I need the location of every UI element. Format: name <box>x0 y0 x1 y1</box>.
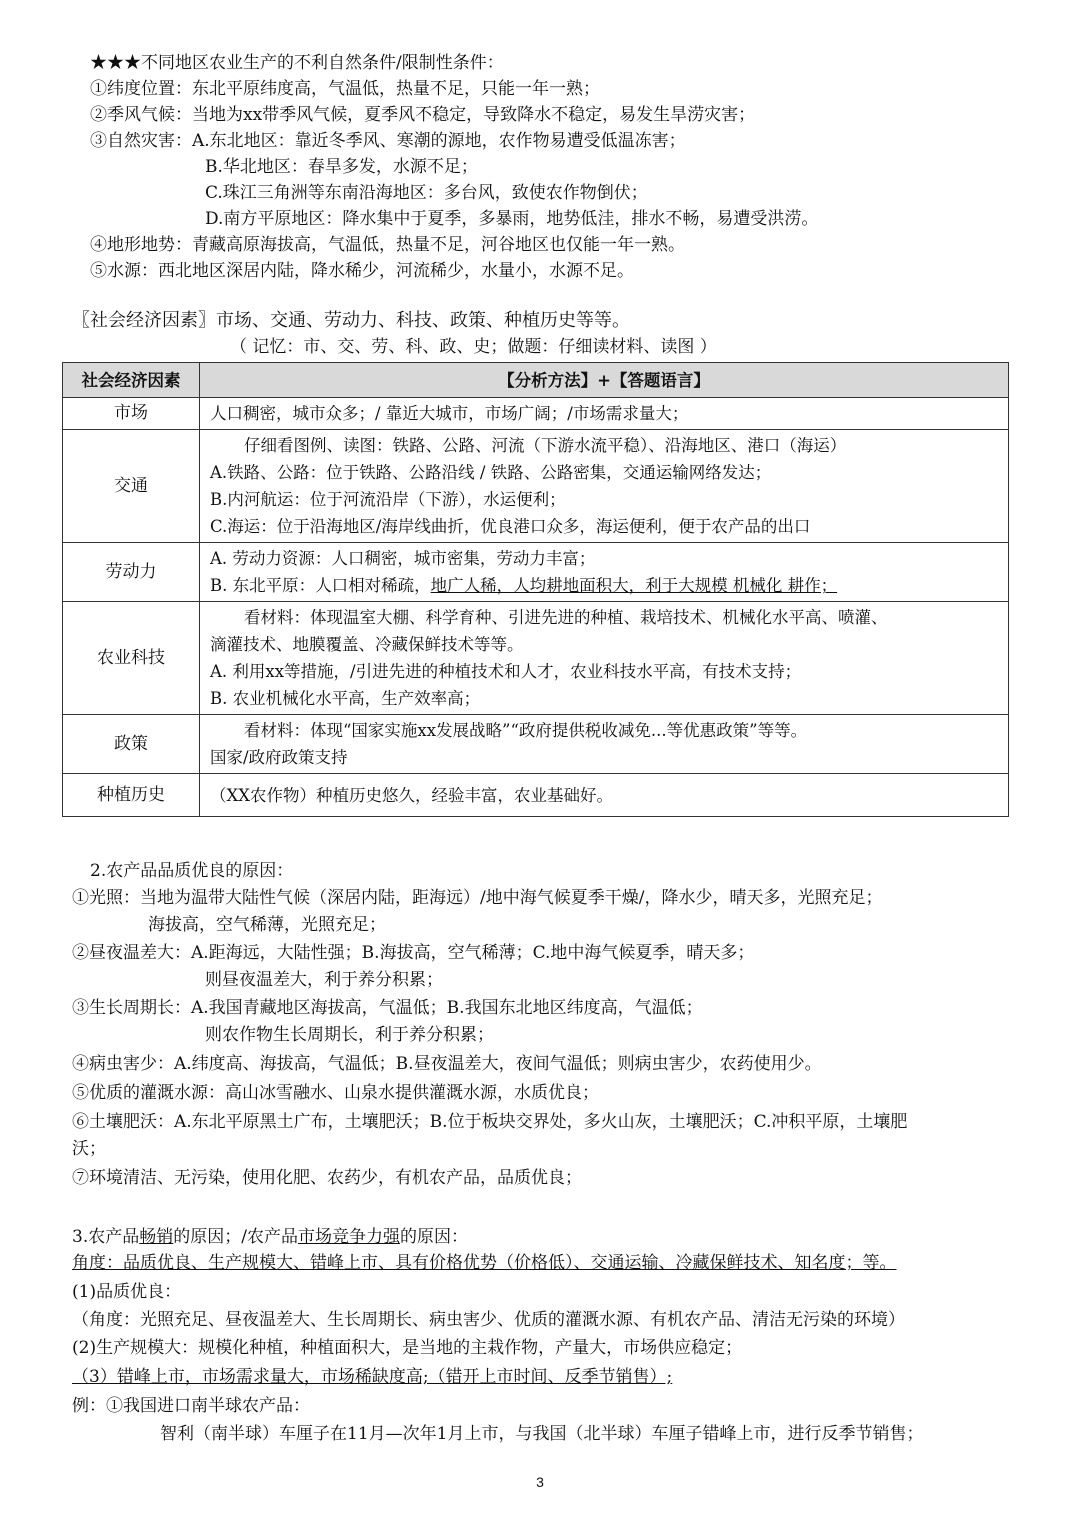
row-line: 仔细看图例、读图：铁路、公路、河流（下游水流平稳）、沿海地区、港口（海运） <box>244 436 847 455</box>
row-line-underlined: 地广人稀，人均耕地面积大，利于大规模 机械化 耕作； <box>430 576 838 595</box>
sec3-title-c: 的原因；/农产品 <box>173 1227 298 1247</box>
sec1-line4: ④地形地势：青藏高原海拔高，气温低，热量不足，河谷地区也仅能一年一熟。 <box>90 235 685 255</box>
sec3-title-e: 的原因： <box>399 1227 468 1247</box>
row-value <box>200 715 1009 774</box>
sec1-line1: ①纬度位置：东北平原纬度高，气温低，热量不足，只能一年一熟； <box>90 79 600 99</box>
sec3-example-b: 智利（南半球）车厘子在11月—次年1月上市，与我国（北半球）车厘子错峰上市，进行反季节销售； <box>160 1424 924 1444</box>
table-header-factor: 社会经济因素 <box>63 363 200 398</box>
table-row <box>63 774 1009 817</box>
table-row <box>63 715 1009 774</box>
sec3-example: 例：①我国进口南半球农产品： <box>72 1396 310 1416</box>
row-key: 农业科技 <box>63 602 200 715</box>
table-row <box>63 602 1009 715</box>
sec2-line3b: 则农作物生长周期长，利于养分积累； <box>205 1025 494 1045</box>
row-line: A.铁路、公路：位于铁路、公路沿线 / 铁路、公路密集，交通运输网络发达； <box>210 463 772 482</box>
table-row <box>63 430 1009 543</box>
row-line: （XX农作物）种植历史悠久，经验丰富，农业基础好。 <box>210 785 613 805</box>
sec3-title-b: 畅销 <box>139 1227 174 1247</box>
row-value <box>200 774 1009 817</box>
row-key: 种植历史 <box>63 774 200 817</box>
sec2-title: 2.农产品品质优良的原因： <box>90 861 294 881</box>
sec1-line5: ⑤水源：西北地区深居内陆，降水稀少，河流稀少，水量小，水源不足。 <box>90 261 634 281</box>
sec1-line3d: D.南方平原地区：降水集中于夏季，多暴雨，地势低洼，排水不畅，易遭受洪涝。 <box>205 209 819 229</box>
social-memo: （ 记忆：市、交、劳、科、政、史；做题：仔细读材料、读图 ） <box>230 337 717 357</box>
row-key: 劳动力 <box>63 543 200 602</box>
row-key: 交通 <box>63 430 200 543</box>
table-header-method: 【分析方法】+【答题语言】 <box>200 363 1009 398</box>
row-line: 滴灌技术、地膜覆盖、冷藏保鲜技术等等。 <box>210 635 524 654</box>
row-key: 政策 <box>63 715 200 774</box>
row-line: 看材料：体现温室大棚、科学育种、引进先进的种植、栽培技术、机械化水平高、喷灌、 <box>244 608 888 627</box>
sec3-p2: (2)生产规模大：规模化种植，种植面积大，是当地的主栽作物，产量大，市场供应稳定； <box>72 1338 743 1358</box>
row-line: 看材料：体现“国家实施xx发展战略”“政府提供税收减免...等优惠政策”等等。 <box>244 721 808 740</box>
row-line: B.内河航运：位于河流沿岸（下游），水运便利； <box>210 490 566 509</box>
sec3-p1: (1)品质优良： <box>72 1282 182 1302</box>
sec2-line2b: 则昼夜温差大，利于养分积累； <box>205 970 443 990</box>
sec3-p1b: （角度：光照充足、昼夜温差大、生长周期长、病虫害少、优质的灌溉水源、有机农产品、清洁无污染的环境） <box>72 1310 905 1330</box>
sec2-line2: ②昼夜温差大：A.距海远，大陆性强；B.海拔高，空气稀薄；C.地中海气候夏季，晴天多； <box>72 943 755 963</box>
row-line <box>210 572 998 599</box>
social-factors-table <box>62 362 1009 817</box>
sec1-title: ★★★不同地区农业生产的不利自然条件/限制性条件： <box>90 53 504 73</box>
table-header-row <box>63 363 1009 398</box>
row-value <box>200 430 1009 543</box>
row-value <box>200 398 1009 430</box>
sec3-p3: （3）错峰上市，市场需求量大，市场稀缺度高;（错开上市时间、反季节销售）; <box>72 1367 673 1387</box>
sec2-line6b: 沃； <box>72 1139 106 1159</box>
row-line: A. 利用xx等措施，/引进先进的种植技术和人才，农业科技水平高，有技术支持； <box>210 662 802 681</box>
sec1-line2: ②季风气候：当地为xx带季风气候，夏季风不稳定，导致降水不稳定，易发生旱涝灾害； <box>90 105 756 125</box>
row-line-part: B. 东北平原：人口相对稀疏， <box>210 576 431 595</box>
row-line: B. 农业机械化水平高，生产效率高； <box>210 689 481 708</box>
page-number: 3 <box>536 1474 544 1490</box>
table-row <box>63 398 1009 430</box>
sec2-line7: ⑦环境清洁、无污染，使用化肥、农药少，有机农产品，品质优良； <box>72 1168 582 1188</box>
sec2-line1b: 海拔高，空气稀薄，光照充足； <box>148 915 386 935</box>
sec3-title <box>72 1224 468 1250</box>
row-line: C.海运：位于沿海地区/海岸线曲折，优良港口众多，海运便利，便于农产品的出口 <box>210 517 811 536</box>
row-key: 市场 <box>63 398 200 430</box>
sec3-angle: 角度：品质优良、生产规模大、错峰上市、具有价格优势（价格低）、交通运输、冷藏保鲜技术、知名度；等。 <box>72 1253 897 1273</box>
row-value <box>200 543 1009 602</box>
sec2-line1: ①光照：当地为温带大陆性气候（深居内陆，距海远）/地中海气候夏季干燥/，降水少，晴天多，光照充足； <box>72 888 883 908</box>
sec2-line4: ④病虫害少：A.纬度高、海拔高，气温低；B.昼夜温差大，夜间气温低；则病虫害少，农药使用少。 <box>72 1054 822 1074</box>
sec2-line5: ⑤优质的灌溉水源：高山冰雪融水、山泉水提供灌溉水源，水质优良； <box>72 1083 599 1103</box>
sec1-line3c: C.珠江三角洲等东南沿海地区：多台风，致使农作物倒伏； <box>205 183 648 203</box>
sec3-title-d: 市场竞争力强 <box>297 1227 400 1247</box>
sec1-line3: ③自然灾害：A.东北地区：靠近冬季风、寒潮的源地，农作物易遭受低温冻害； <box>90 131 686 151</box>
social-heading: 〖社会经济因素〗市场、交通、劳动力、科技、政策、种植历史等等。 <box>72 310 630 331</box>
sec2-line6: ⑥土壤肥沃：A.东北平原黑土广布，土壤肥沃；B.位于板块交界处，多火山灰，土壤肥沃；C.冲积平原，土壤肥 <box>72 1112 908 1132</box>
table-row <box>63 543 1009 602</box>
row-line: 人口稠密，城市众多；/ 靠近大城市，市场广阔；/市场需求量大； <box>210 404 689 423</box>
sec2-line3: ③生长周期长：A.我国青藏地区海拔高，气温低；B.我国东北地区纬度高，气温低； <box>72 998 703 1018</box>
row-value <box>200 602 1009 715</box>
sec3-title-a: 3.农产品 <box>72 1227 140 1247</box>
row-line: 国家/政府政策支持 <box>210 748 348 767</box>
sec1-line3b: B.华北地区：春旱多发，水源不足； <box>205 157 478 177</box>
row-line: A. 劳动力资源：人口稠密，城市密集，劳动力丰富； <box>210 549 596 568</box>
